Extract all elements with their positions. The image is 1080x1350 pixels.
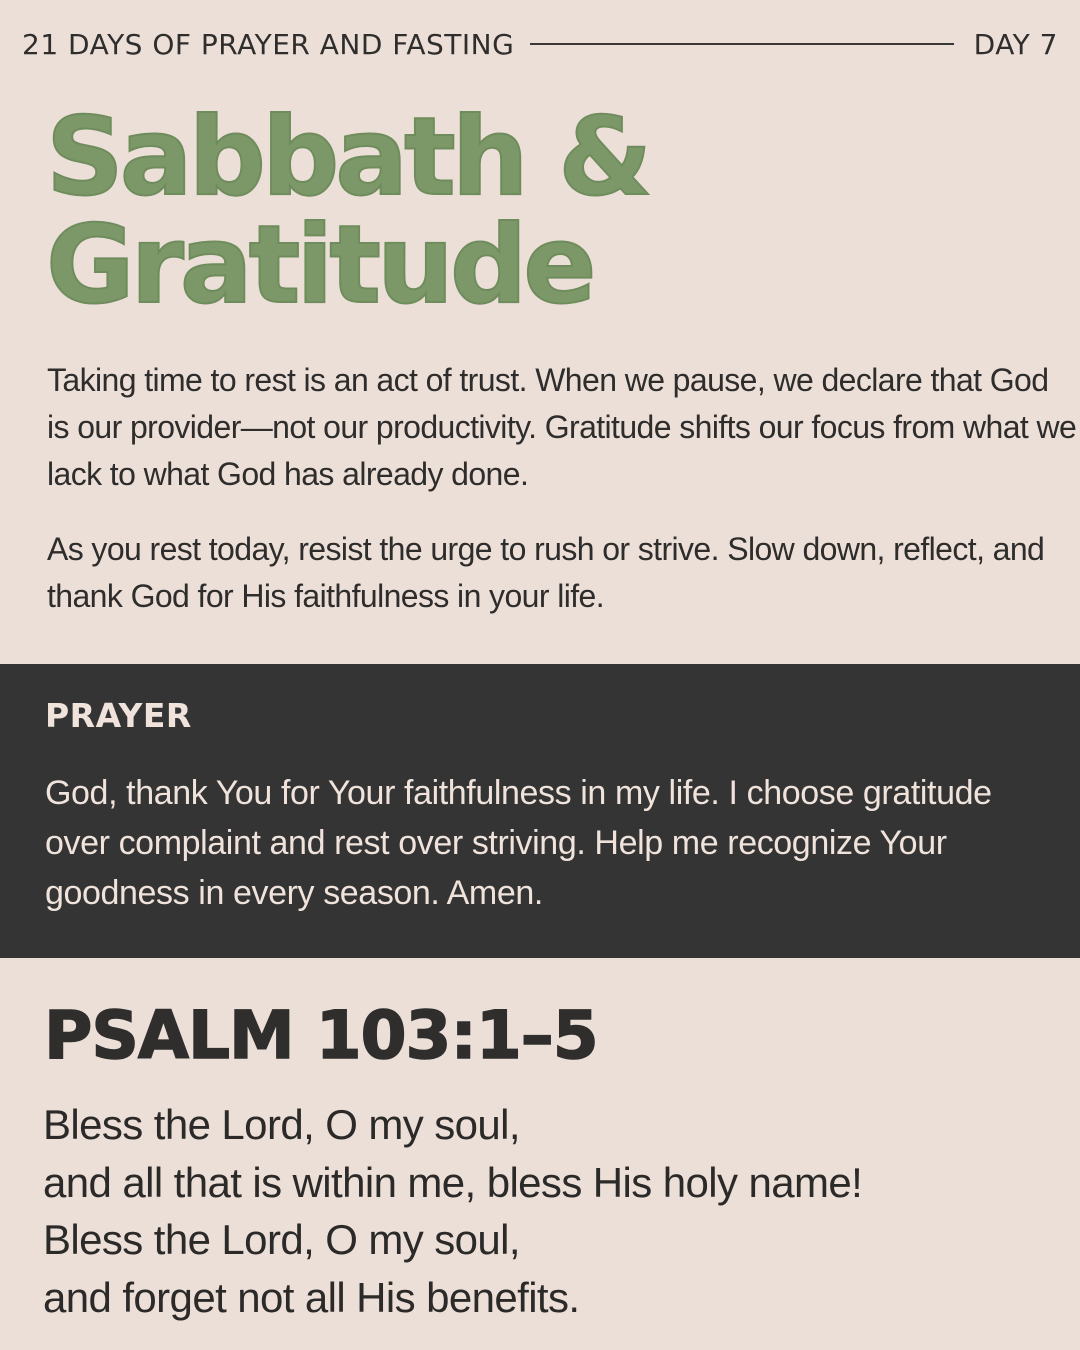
series-title: 21 DAYS OF PRAYER AND FASTING bbox=[22, 27, 515, 61]
verse-line: Bless the Lord, O my soul, bbox=[43, 1101, 520, 1148]
header-divider bbox=[530, 43, 953, 45]
page-title bbox=[46, 95, 649, 328]
verse-line: and all that is within me, bless His holy name! bbox=[43, 1158, 863, 1206]
title-line-2: Gratitude bbox=[46, 203, 593, 328]
scripture-verse bbox=[43, 1096, 1063, 1326]
intro-text bbox=[47, 357, 1077, 620]
intro-paragraph-1: Taking time to rest is an act of trust. When we pause, we declare that God is our provider—not our productivity. Gratitude shifts our focus from what we lack to what God has already done. bbox=[47, 362, 1077, 492]
verse-line: Bless the Lord, O my soul, bbox=[43, 1216, 520, 1263]
prayer-text: God, thank You for Your faithfulness in my life. I choose gratitude over complaint and rest over striving. Help me recognize Your goodness in every season. Amen. bbox=[45, 774, 992, 912]
day-label: DAY 7 bbox=[973, 27, 1058, 61]
intro-paragraph-2: As you rest today, resist the urge to rush or strive. Slow down, reflect, and thank God for His faithfulness in your life. bbox=[47, 531, 1045, 614]
prayer-heading: PRAYER bbox=[45, 696, 192, 735]
scripture-reference: PSALM 103:1–5 bbox=[44, 997, 598, 1074]
verse-line: and forget not all His benefits. bbox=[43, 1273, 580, 1321]
page-header bbox=[22, 24, 1058, 64]
title-line-1: Sabbath & bbox=[46, 95, 649, 220]
